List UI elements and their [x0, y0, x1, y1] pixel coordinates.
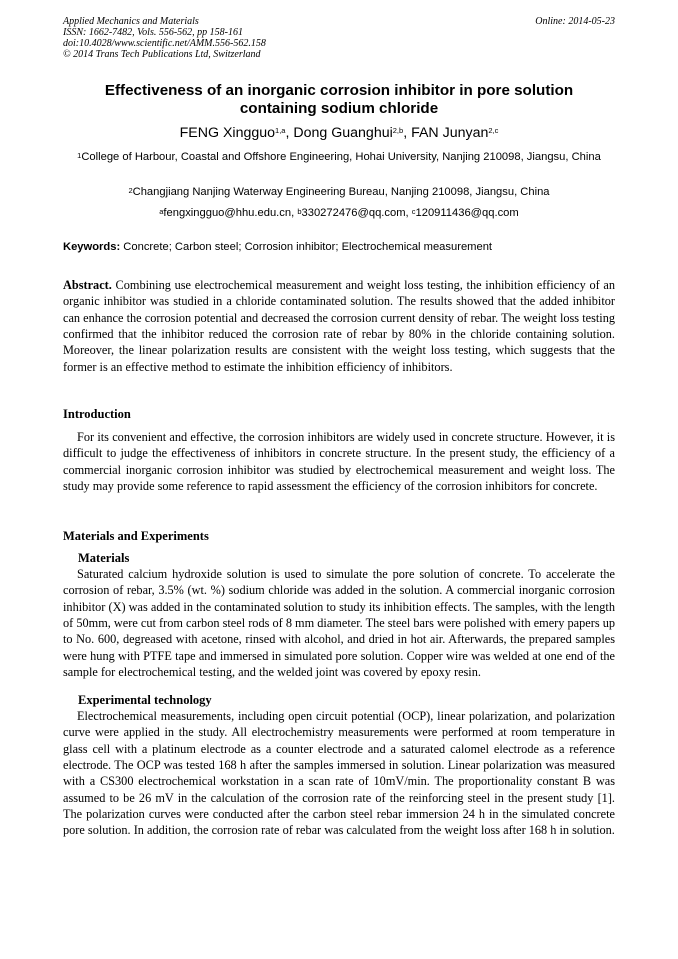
materials-experiments-heading: Materials and Experiments: [63, 529, 209, 543]
online-date: Online: 2014-05-23: [535, 16, 615, 27]
affiliation-1-text: College of Harbour, Coastal and Offshore Engineering, Hohai University, Nanjing 210098, Jiangsu, China: [81, 151, 601, 163]
abstract-text: Combining use electrochemical measurement and weight loss testing, the inhibition efficiency of an organic inhibitor was studied in a chloride contaminated solution. The results showed that the added inhibitor can enhance the corrosion potential and decreased the corrosion current density of rebar. The weight loss testing confirmed that the inhibitor reduced the corrosion rate of rebar by 80% in the chloride containing solution. Moreover, the linear polarization results are consistent with the weight loss testing, which suggests that the former is an effective method to estimate the inhibition efficiency of inhibitors.: [63, 278, 615, 374]
author-3-affil: 2,c: [488, 126, 499, 135]
title-line-2: containing sodium chloride: [239, 100, 439, 117]
email-b[interactable]: 330272476@qq.com,: [301, 207, 412, 219]
email-c-mark: c: [411, 207, 416, 216]
copyright-line: © 2014 Trans Tech Publications Ltd, Switzerland: [63, 49, 261, 60]
author-emails: [63, 206, 615, 221]
keywords-label: Keywords:: [63, 241, 121, 253]
materials-paragraph: Saturated calcium hydroxide solution is used to simulate the pore solution of concrete. To accelerate the corrosion of rebar, 3.5% (wt. %) sodium chloride was added in the solution. A commercial inorganic corrosion inhibitor (X) was added in the contaminated solution to study its inhibition effects. The samples, with the length of 50mm, were cut from carbon steel rods of 8 mm diameter. The steel bars were polished with emery papers up to No. 600, degreased with acetone, rinsed with alcohol, and dried in hot air. Afterwards, the prepared samples were hung with PTFE tape and immersed in simulated pore solution. Copper wire was welded at one end of the sample for electrochemical testing, and the welded joint was covered by epoxy resin.: [63, 567, 615, 680]
author-1: FENG Xingguo: [179, 125, 276, 141]
affiliation-1-mark: 1: [77, 151, 82, 160]
author-list: [63, 124, 615, 142]
title-line-1: Effectiveness of an inorganic corrosion inhibitor in pore solution: [104, 82, 574, 99]
experimental-technology-paragraph: Electrochemical measurements, including open circuit potential (OCP), linear polarization, and polarization curve were applied in the study. All electrochemistry measurements were performed at room temperature in glass cell with a platinum electrode as a counter electrode and a saturated calomel electrode as a reference electrode. The OCP was tested 168 h after the samples immersed in solution. Linear polarization was measured with a CS300 electrochemical workstation in a scan rate of 10mV/min. The proportionality constant B was assumed to be 26 mV in the calculation of the corrosion rate of the reinforcing steel in the present study [1]. The polarization curves were conducted after the carbon steel rebar immersion 24 h in the simulated concrete pore solution. In addition, the corrosion rate of rebar was calculated from the weight loss after 168 h in solution.: [63, 709, 615, 838]
issn-line: ISSN: 1662-7482, Vols. 556-562, pp 158-161: [63, 27, 243, 38]
affiliation-1: [63, 150, 615, 165]
abstract-label: Abstract.: [63, 278, 112, 292]
journal-name: Applied Mechanics and Materials: [63, 16, 199, 27]
journal-header: [63, 16, 615, 60]
doi-line: doi:10.4028/www.scientific.net/AMM.556-562.158: [63, 38, 266, 49]
author-2-affil: 2,b: [392, 126, 404, 135]
affiliation-2-mark: 2: [128, 186, 133, 195]
introduction-paragraph: For its convenient and effective, the corrosion inhibitors are widely used in concrete structure. However, it is difficult to judge the effectiveness of inhibitors in concrete structure. In the present study, the efficiency of a commercial inorganic corrosion inhibitor was studied by electrochemical measurement and weight loss. The study may provide some reference to rapid assessment the efficiency of the corrosion inhibitors for concrete.: [63, 430, 615, 494]
email-c[interactable]: 120911436@qq.com: [415, 207, 519, 219]
affiliation-2-text: Changjiang Nanjing Waterway Engineering Bureau, Nanjing 210098, Jiangsu, China: [132, 186, 550, 198]
keywords: [63, 240, 615, 255]
abstract: [63, 277, 615, 375]
introduction-heading: Introduction: [63, 407, 131, 421]
author-sep-2: ,: [403, 125, 412, 141]
affiliation-2: [63, 185, 615, 200]
author-1-affil: 1,a: [275, 126, 286, 135]
author-sep-1: ,: [285, 125, 294, 141]
author-3: FAN Junyan: [411, 125, 489, 141]
experimental-technology-subheading: Experimental technology: [78, 693, 212, 707]
author-2: Dong Guanghui: [293, 125, 393, 141]
keywords-text: Concrete; Carbon steel; Corrosion inhibitor; Electrochemical measurement: [120, 241, 493, 253]
email-a[interactable]: fengxingguo@hhu.edu.cn,: [163, 207, 298, 219]
email-b-mark: b: [297, 207, 302, 216]
paper-title: [63, 82, 615, 118]
email-a-mark: a: [159, 207, 164, 216]
materials-subheading: Materials: [78, 551, 130, 565]
